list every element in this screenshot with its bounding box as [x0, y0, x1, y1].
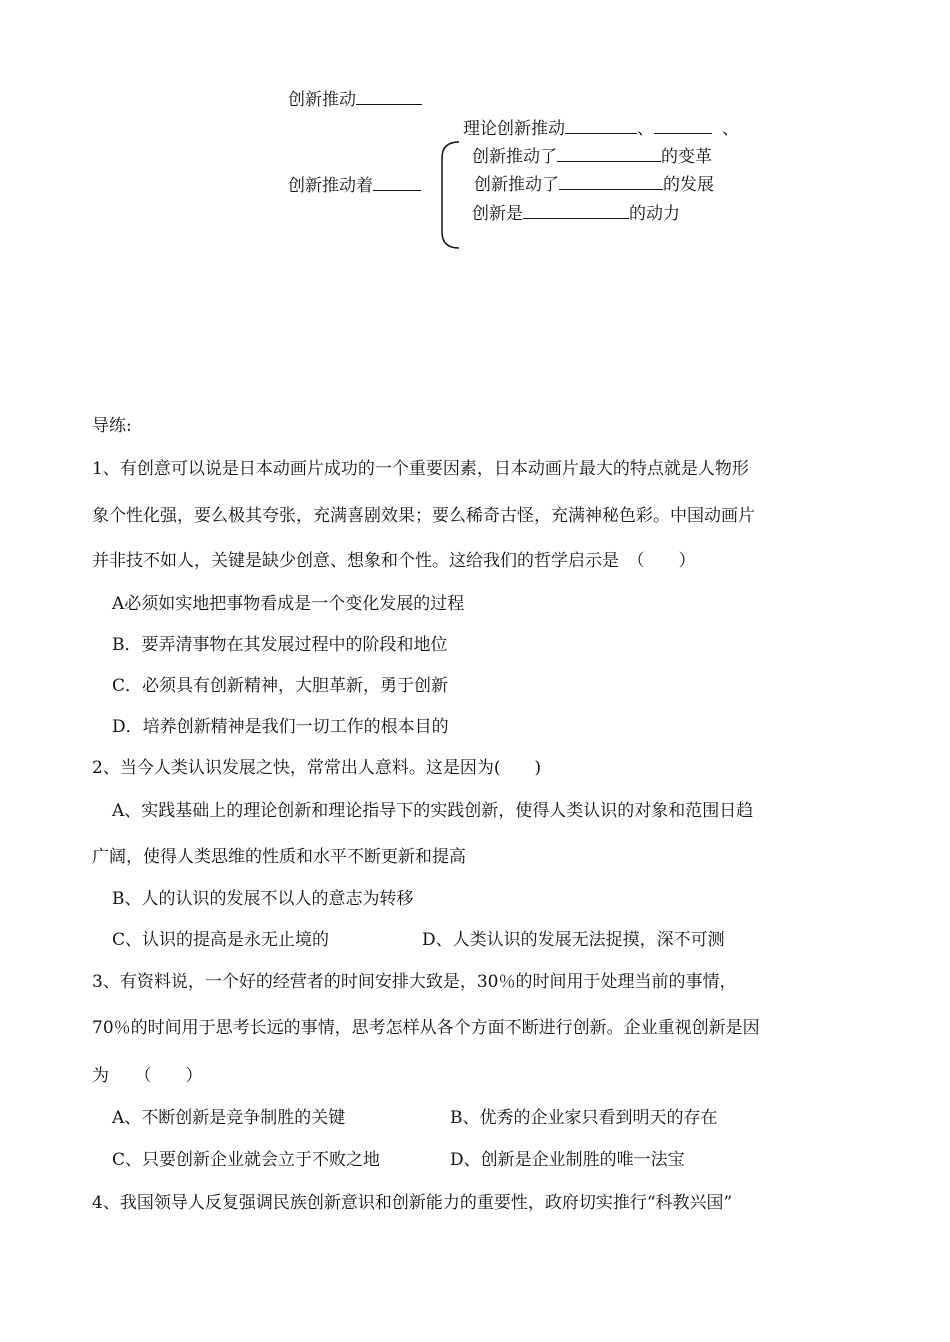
answer-blank: [559, 175, 663, 190]
diagram-text: 的动力: [629, 204, 680, 224]
diagram-text: 、: [722, 119, 739, 139]
diagram-text: 创新是: [472, 204, 523, 224]
section-title: 导练:: [92, 416, 132, 436]
question-1-option-c[interactable]: C．必须具有创新精神，大胆革新，勇于创新: [112, 676, 449, 696]
question-4-line-1: 4、我国领导人反复强调民族创新意识和创新能力的重要性，政府切实推行“科教兴国”: [92, 1193, 733, 1213]
question-3-option-c[interactable]: C、只要创新企业就会立于不败之地: [112, 1150, 381, 1170]
diagram-text: 创新推动着: [288, 176, 373, 196]
question-3-option-d[interactable]: D、创新是企业制胜的唯一法宝: [450, 1150, 685, 1170]
question-3-line-3: 为 （ ）: [92, 1066, 203, 1086]
diagram-text: 的发展: [663, 175, 714, 195]
diagram-text: 创新推动: [288, 90, 356, 110]
question-3-line-1: 3、有资料说，一个好的经营者的时间安排大致是，30％的时间用于处理当前的事情，: [92, 972, 737, 992]
answer-blank: [523, 204, 629, 219]
diagram-text: 的变革: [661, 147, 712, 167]
question-2-option-b[interactable]: B、人的认识的发展不以人的意志为转移: [112, 889, 414, 909]
question-2-option-c[interactable]: C、认识的提高是永无止境的: [112, 930, 330, 950]
answer-blank: [557, 147, 661, 162]
question-2-option-a[interactable]: A、实践基础上的理论创新和理论指导下的实践创新，使得人类认识的对象和范围日趋: [112, 801, 754, 821]
diagram-text: 创新推动了: [472, 147, 557, 167]
diagram-branch-4: [472, 204, 680, 223]
diagram-text: 创新推动了: [474, 175, 559, 195]
question-2-option-d[interactable]: D、人类认识的发展无法捉摸，深不可测: [422, 930, 725, 950]
question-1-line-2: 象个性化强，要么极其夸张，充满喜剧效果；要么稀奇古怪，充满神秘色彩。中国动画片: [92, 506, 755, 526]
question-1-line-1: 1、有创意可以说是日本动画片成功的一个重要因素，日本动画片最大的特点就是人物形: [92, 459, 749, 479]
question-2-line-1: 2、当今人类认识发展之快，常常出人意料。这是因为( ): [92, 758, 542, 778]
question-2-option-a-continued: 广阔，使得人类思维的性质和水平不断更新和提高: [92, 847, 466, 867]
question-3-option-a[interactable]: A、不断创新是竞争制胜的关键: [112, 1108, 346, 1128]
answer-blank: [654, 119, 712, 134]
question-1-option-a[interactable]: A必须如实地把事物看成是一个变化发展的过程: [112, 594, 465, 614]
answer-blank: [373, 176, 421, 191]
question-3-line-2: 70％的时间用于思考长远的事情，思考怎样从各个方面不断进行创新。企业重视创新是因: [92, 1018, 760, 1038]
diagram-text: 、: [637, 119, 654, 139]
question-1-line-3: 并非技不如人，关键是缺少创意、想象和个性。这给我们的哲学启示是 （ ）: [92, 551, 696, 571]
question-1-option-b[interactable]: B．要弄清事物在其发展过程中的阶段和地位: [112, 635, 448, 655]
diagram-branch-1: [463, 119, 739, 138]
question-1-option-d[interactable]: D．培养创新精神是我们一切工作的根本目的: [112, 717, 449, 737]
diagram-branch-3: [474, 175, 714, 194]
answer-blank: [565, 119, 637, 134]
diagram-node-innovation-drives: [288, 90, 422, 109]
answer-blank: [356, 90, 422, 105]
diagram-text: 理论创新推动: [463, 119, 565, 139]
question-3-option-b[interactable]: B、优秀的企业家只看到明天的存在: [450, 1108, 718, 1128]
diagram-node-innovation-drives-on: [288, 176, 421, 195]
diagram-branch-2: [472, 147, 712, 166]
curly-bracket: [438, 140, 460, 250]
